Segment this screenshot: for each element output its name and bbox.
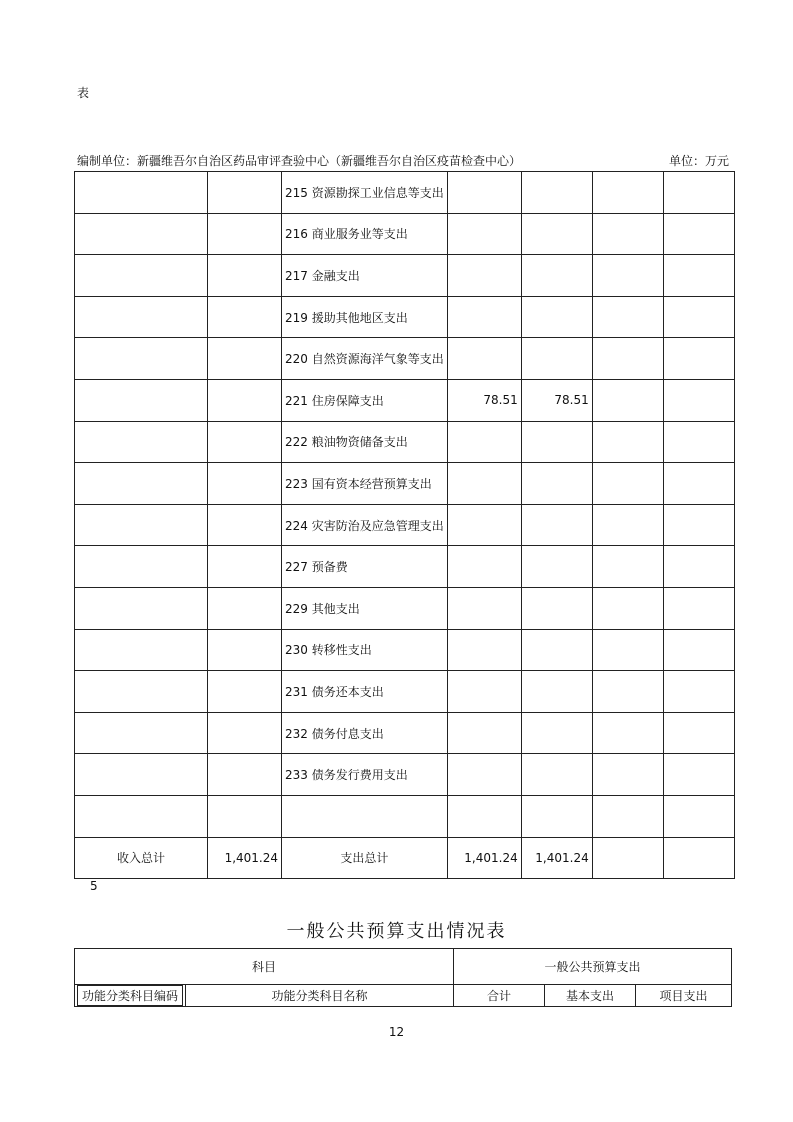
income-item-cell bbox=[75, 546, 208, 588]
expense-other-cell bbox=[663, 795, 734, 837]
income-item-cell bbox=[75, 795, 208, 837]
expense-total-label: 支出总计 bbox=[282, 837, 448, 879]
section-title: 一般公共预算支出情况表 bbox=[286, 921, 507, 942]
expense-basic-cell bbox=[521, 463, 592, 505]
income-amount-cell bbox=[208, 255, 282, 297]
expense-total-cell bbox=[447, 213, 521, 255]
expense-project-cell bbox=[592, 504, 663, 546]
header-subject: 科目 bbox=[75, 949, 454, 985]
expense-project-cell bbox=[592, 795, 663, 837]
income-amount-cell bbox=[208, 671, 282, 713]
expense-total-cell bbox=[447, 546, 521, 588]
expense-basic-cell bbox=[521, 795, 592, 837]
income-amount-cell bbox=[208, 546, 282, 588]
income-amount-cell bbox=[208, 587, 282, 629]
table-row bbox=[75, 754, 735, 796]
page-number-12: 12 bbox=[388, 1025, 405, 1039]
compiling-unit: 编制单位：新疆维吾尔自治区药品审评查验中心（新疆维吾尔自治区疫苗检查中心） bbox=[77, 154, 522, 168]
table-body bbox=[75, 172, 735, 879]
expense-item-cell: 223 国有资本经营预算支出 bbox=[282, 463, 448, 505]
expense-item-cell: 232 债务付息支出 bbox=[282, 712, 448, 754]
header-project: 项目支出 bbox=[636, 985, 732, 1007]
expense-basic-cell bbox=[521, 629, 592, 671]
income-item-cell bbox=[75, 754, 208, 796]
income-item-cell bbox=[75, 213, 208, 255]
expense-other-cell bbox=[663, 504, 734, 546]
income-amount-cell bbox=[208, 296, 282, 338]
table-row bbox=[75, 172, 735, 214]
expense-project-cell bbox=[592, 421, 663, 463]
table-row bbox=[75, 712, 735, 754]
expense-other-cell bbox=[663, 712, 734, 754]
expense-total-cell bbox=[447, 587, 521, 629]
header-fragment: 表 bbox=[77, 86, 90, 100]
expense-item-cell: 215 资源勘探工业信息等支出 bbox=[282, 172, 448, 214]
expense-total-cell bbox=[447, 255, 521, 297]
income-item-cell bbox=[75, 338, 208, 380]
expense-basic-cell bbox=[521, 671, 592, 713]
expense-other-cell bbox=[663, 379, 734, 421]
header-total: 合计 bbox=[454, 985, 545, 1007]
header-code-label: 功能分类科目编码 bbox=[77, 985, 183, 1006]
expense-project-cell bbox=[592, 546, 663, 588]
income-item-cell bbox=[75, 421, 208, 463]
income-item-cell bbox=[75, 712, 208, 754]
expense-other-cell bbox=[663, 172, 734, 214]
expense-other-cell bbox=[663, 463, 734, 505]
expense-other-cell bbox=[663, 546, 734, 588]
expense-other-cell bbox=[663, 338, 734, 380]
header-name: 功能分类科目名称 bbox=[186, 985, 454, 1007]
table-row bbox=[75, 463, 735, 505]
income-amount-cell bbox=[208, 504, 282, 546]
expense-basic-cell bbox=[521, 754, 592, 796]
expense-item-cell: 224 灾害防治及应急管理支出 bbox=[282, 504, 448, 546]
expense-basic-cell: 78.51 bbox=[521, 379, 592, 421]
general-budget-table bbox=[74, 948, 732, 1007]
expense-basic-cell bbox=[521, 712, 592, 754]
table-row bbox=[75, 296, 735, 338]
expense-item-cell: 217 金融支出 bbox=[282, 255, 448, 297]
expense-basic-cell bbox=[521, 587, 592, 629]
expense-item-cell bbox=[282, 795, 448, 837]
expense-project-cell bbox=[592, 296, 663, 338]
income-item-cell bbox=[75, 587, 208, 629]
expense-basic-cell bbox=[521, 296, 592, 338]
expense-project-cell bbox=[592, 338, 663, 380]
expense-total-cell bbox=[447, 463, 521, 505]
expense-project-total bbox=[592, 837, 663, 879]
expense-project-cell bbox=[592, 671, 663, 713]
income-amount-cell bbox=[208, 463, 282, 505]
expense-project-cell bbox=[592, 463, 663, 505]
income-amount-cell bbox=[208, 629, 282, 671]
table-row bbox=[75, 587, 735, 629]
expense-total-cell bbox=[447, 172, 521, 214]
expense-project-cell bbox=[592, 172, 663, 214]
expense-other-total bbox=[663, 837, 734, 879]
expense-other-cell bbox=[663, 629, 734, 671]
expense-other-cell bbox=[663, 296, 734, 338]
table-row bbox=[75, 504, 735, 546]
income-amount-cell bbox=[208, 213, 282, 255]
expense-other-cell bbox=[663, 754, 734, 796]
table-row bbox=[75, 379, 735, 421]
expense-other-cell bbox=[663, 587, 734, 629]
expense-project-cell bbox=[592, 255, 663, 297]
income-item-cell bbox=[75, 255, 208, 297]
header-budget: 一般公共预算支出 bbox=[454, 949, 732, 985]
expense-basic-cell bbox=[521, 213, 592, 255]
expense-basic-cell bbox=[521, 421, 592, 463]
income-amount-cell bbox=[208, 172, 282, 214]
expense-item-cell: 227 预备费 bbox=[282, 546, 448, 588]
income-amount-cell bbox=[208, 379, 282, 421]
expense-basic-cell bbox=[521, 255, 592, 297]
income-item-cell bbox=[75, 671, 208, 713]
expense-basic-cell bbox=[521, 546, 592, 588]
expense-total-cell bbox=[447, 712, 521, 754]
income-item-cell bbox=[75, 172, 208, 214]
expense-other-cell bbox=[663, 213, 734, 255]
expense-item-cell: 231 债务还本支出 bbox=[282, 671, 448, 713]
expense-basic-cell bbox=[521, 504, 592, 546]
table-row bbox=[75, 546, 735, 588]
expense-total-cell bbox=[447, 795, 521, 837]
income-amount-cell bbox=[208, 338, 282, 380]
expense-item-cell: 216 商业服务业等支出 bbox=[282, 213, 448, 255]
page-number-5: 5 bbox=[90, 879, 98, 893]
expense-item-cell: 233 债务发行费用支出 bbox=[282, 754, 448, 796]
table-row bbox=[75, 255, 735, 297]
expense-total-cell bbox=[447, 629, 521, 671]
income-amount-cell bbox=[208, 712, 282, 754]
expense-basic-total: 1,401.24 bbox=[521, 837, 592, 879]
expense-basic-cell bbox=[521, 338, 592, 380]
income-expense-table bbox=[74, 171, 735, 879]
expense-item-cell: 229 其他支出 bbox=[282, 587, 448, 629]
expense-item-cell: 222 粮油物资储备支出 bbox=[282, 421, 448, 463]
income-amount-cell bbox=[208, 795, 282, 837]
income-total-label: 收入总计 bbox=[75, 837, 208, 879]
income-item-cell bbox=[75, 463, 208, 505]
income-item-cell bbox=[75, 629, 208, 671]
expense-total-cell bbox=[447, 296, 521, 338]
table-row bbox=[75, 671, 735, 713]
expense-other-cell bbox=[663, 421, 734, 463]
expense-total-cell bbox=[447, 754, 521, 796]
expense-project-cell bbox=[592, 712, 663, 754]
header-basic: 基本支出 bbox=[545, 985, 636, 1007]
expense-other-cell bbox=[663, 671, 734, 713]
expense-project-cell bbox=[592, 629, 663, 671]
expense-total-cell bbox=[447, 338, 521, 380]
income-total-value: 1,401.24 bbox=[208, 837, 282, 879]
income-item-cell bbox=[75, 504, 208, 546]
totals-row bbox=[75, 837, 735, 879]
header-code bbox=[75, 985, 186, 1007]
expense-item-cell: 221 住房保障支出 bbox=[282, 379, 448, 421]
income-item-cell bbox=[75, 296, 208, 338]
expense-basic-cell bbox=[521, 172, 592, 214]
income-amount-cell bbox=[208, 754, 282, 796]
expense-total-cell bbox=[447, 504, 521, 546]
table-row bbox=[75, 629, 735, 671]
income-amount-cell bbox=[208, 421, 282, 463]
expense-total-value: 1,401.24 bbox=[447, 837, 521, 879]
expense-item-cell: 220 自然资源海洋气象等支出 bbox=[282, 338, 448, 380]
income-item-cell bbox=[75, 379, 208, 421]
expense-item-cell: 230 转移性支出 bbox=[282, 629, 448, 671]
expense-total-cell bbox=[447, 671, 521, 713]
expense-project-cell bbox=[592, 379, 663, 421]
expense-total-cell: 78.51 bbox=[447, 379, 521, 421]
expense-project-cell bbox=[592, 587, 663, 629]
table-row bbox=[75, 338, 735, 380]
expense-project-cell bbox=[592, 213, 663, 255]
expense-item-cell: 219 援助其他地区支出 bbox=[282, 296, 448, 338]
expense-other-cell bbox=[663, 255, 734, 297]
table-row bbox=[75, 421, 735, 463]
expense-total-cell bbox=[447, 421, 521, 463]
expense-project-cell bbox=[592, 754, 663, 796]
money-unit: 单位：万元 bbox=[668, 154, 729, 168]
table-row bbox=[75, 795, 735, 837]
table-row bbox=[75, 213, 735, 255]
